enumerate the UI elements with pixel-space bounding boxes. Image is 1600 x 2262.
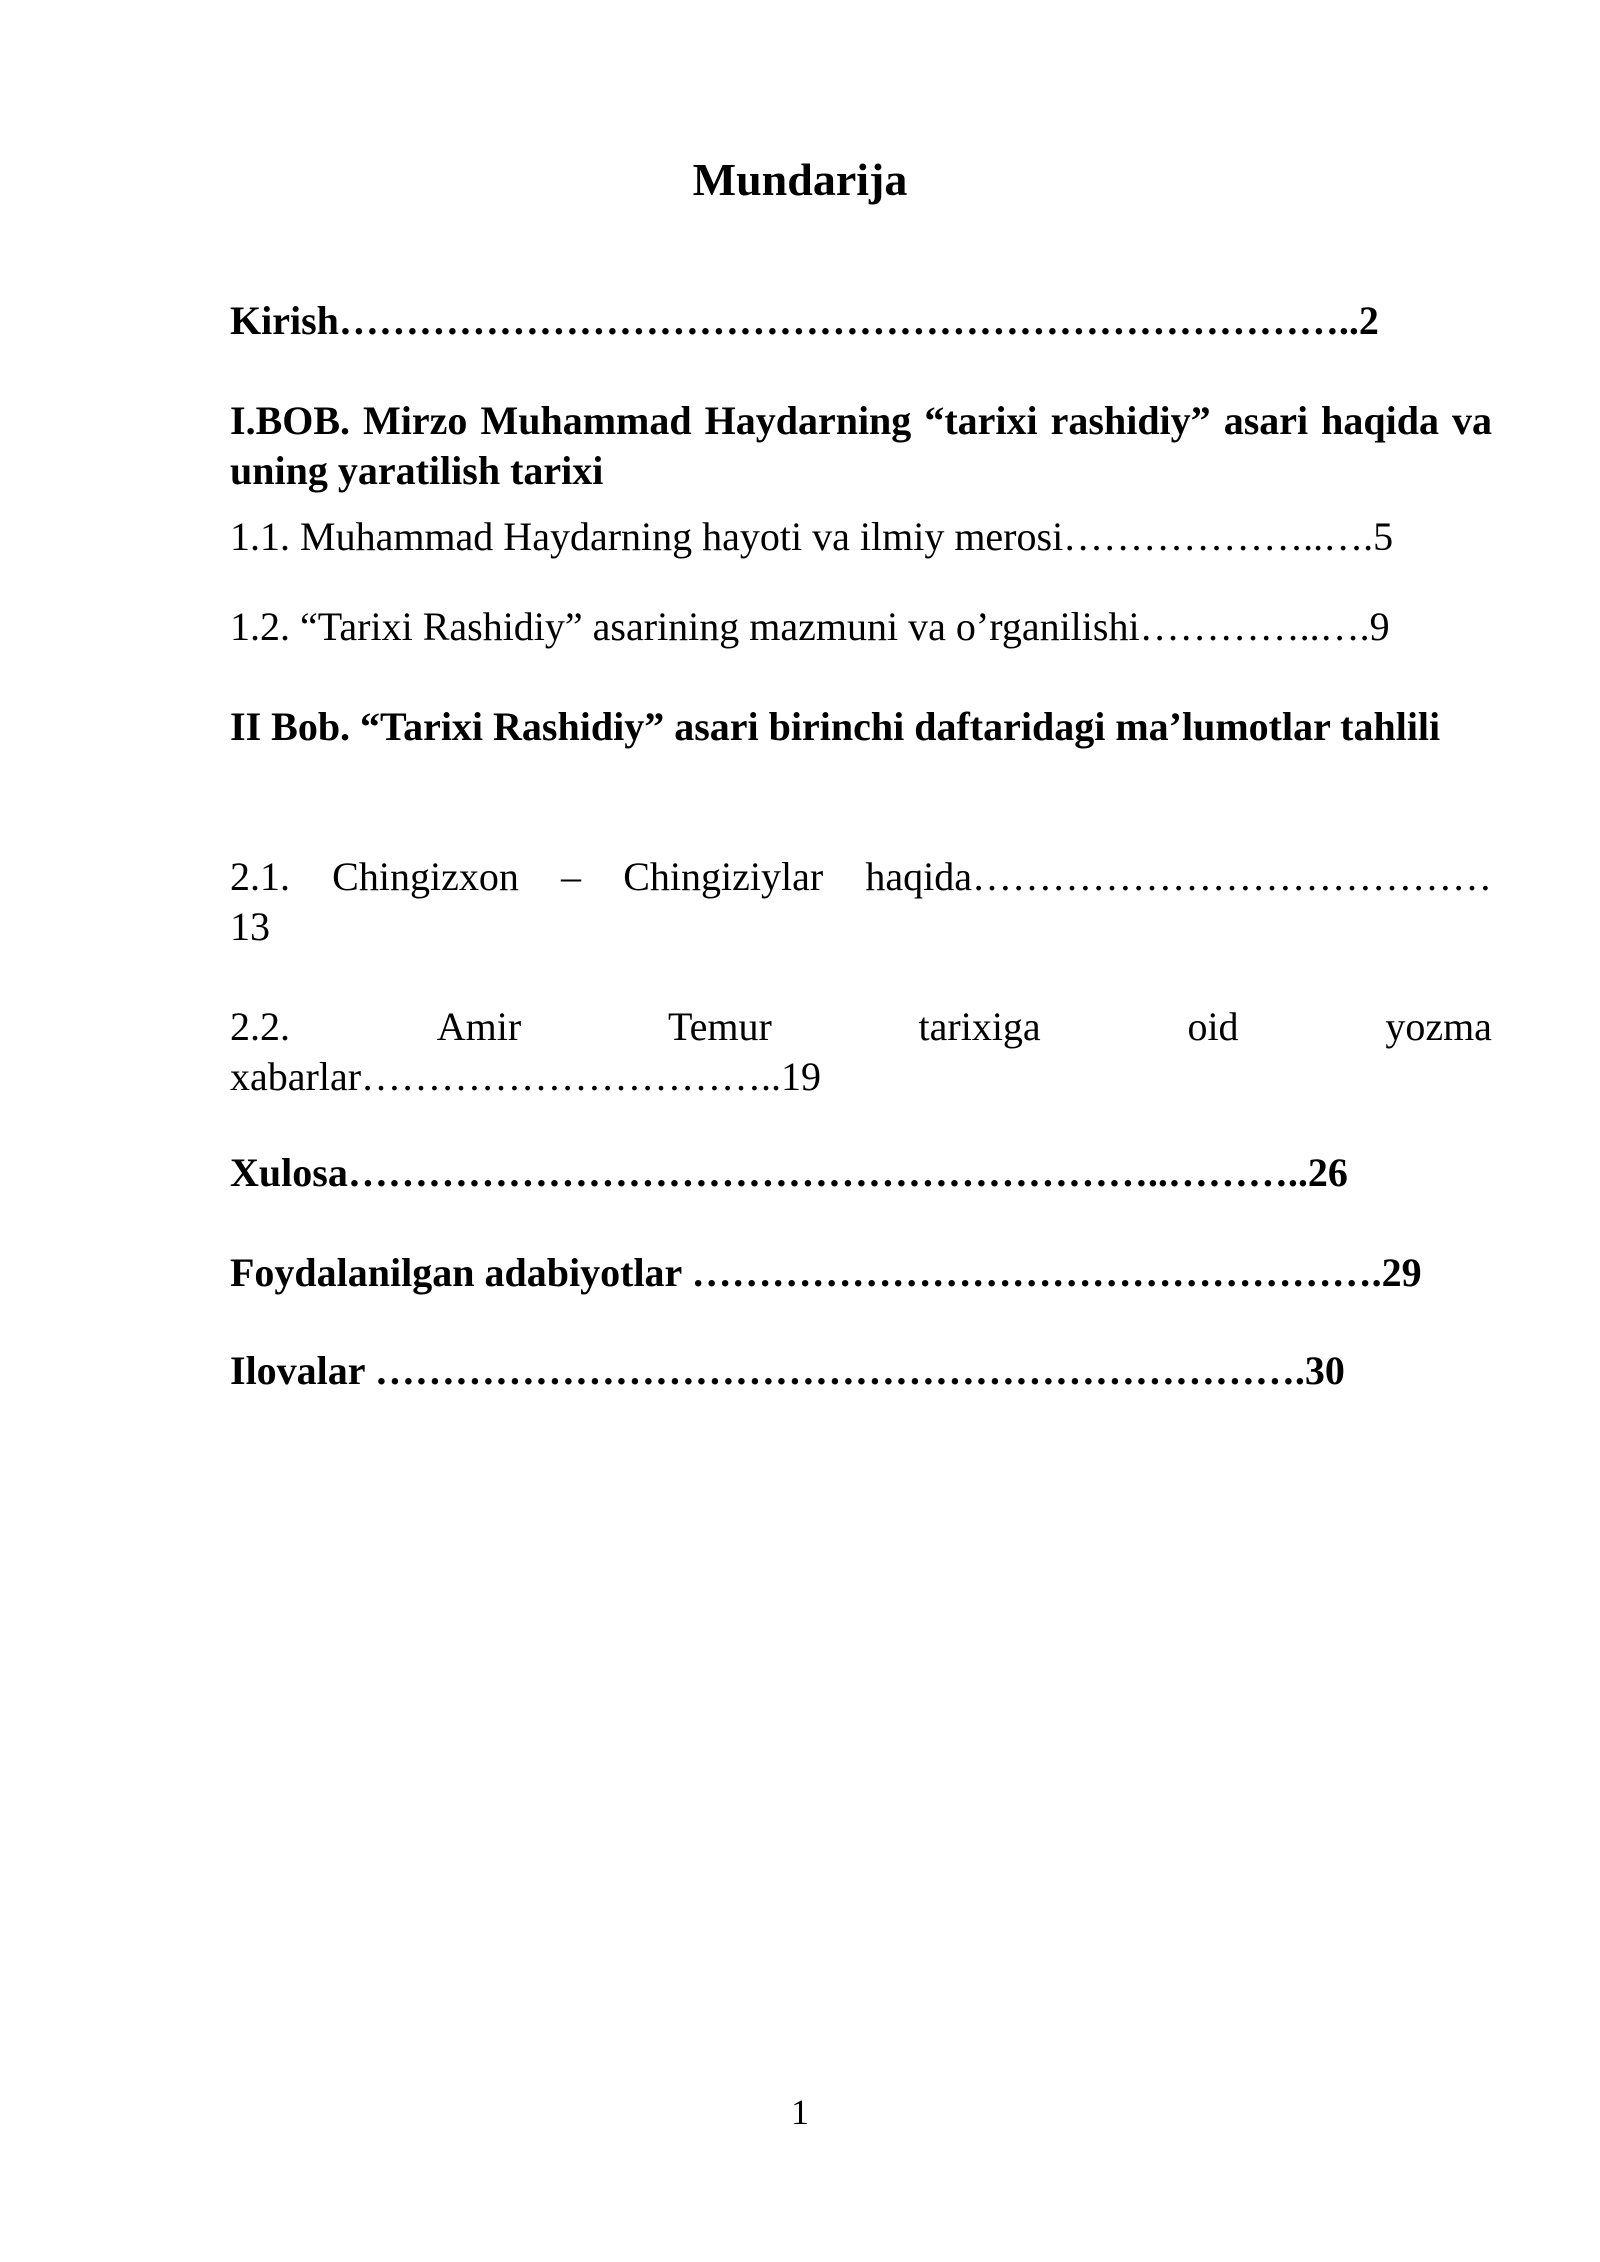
toc-word: Chingizxon <box>332 854 519 899</box>
toc-word: haqida………………………………… <box>865 854 1492 899</box>
page-title: Mundarija <box>692 154 908 205</box>
toc-word: Temur <box>667 1004 772 1049</box>
toc-entry-xulosa: Xulosa……………………………………………………..………..26 <box>230 1150 1348 1195</box>
toc-section-2-1 <box>230 852 1492 952</box>
page-number: 1 <box>791 2092 809 2132</box>
toc-chapter-1-heading: I.BOB. Mirzo Muhammad Haydarning “tarixi rashidiy” asari haqida va uning yaratilish tarixi <box>230 398 1492 493</box>
toc-word: 2.1. <box>230 854 290 899</box>
toc-section-2-1-line-1 <box>230 852 1492 902</box>
toc-entry-adabiyotlar: Foydalanilgan adabiyotlar …………………………………………….29 <box>230 1250 1422 1295</box>
toc-word: – <box>561 854 582 899</box>
toc-word: tarixiga <box>918 1004 1041 1049</box>
toc-word: Chingiziylar <box>623 854 824 899</box>
toc-section-2-2 <box>230 1002 1492 1102</box>
toc-word: 2.2. <box>230 1004 290 1049</box>
toc-section-2-1-line-2: 13 <box>230 904 270 949</box>
toc-section-1-1: 1.1. Muhammad Haydarning hayoti va ilmiy merosi………………..….5 <box>230 514 1394 559</box>
toc-word: Amir <box>436 1004 522 1049</box>
toc-section-1-2: 1.2. “Tarixi Rashidiy” asarining mazmuni va o’rganilishi…………..….9 <box>230 604 1390 649</box>
toc-entry-kirish: Kirish…………………………………………………………………..2 <box>230 298 1379 343</box>
toc-word: oid <box>1187 1004 1239 1049</box>
toc-section-2-2-line-2: xabarlar…………………………..19 <box>230 1054 822 1099</box>
toc-chapter-2-heading: II Bob. “Tarixi Rashidiy” asari birinchi daftaridagi ma’lumotlar tahlili <box>230 704 1441 749</box>
toc-word: yozma <box>1385 1004 1492 1049</box>
toc-entry-ilovalar: Ilovalar …………………………………………………………….30 <box>230 1348 1345 1393</box>
toc-section-2-2-line-1 <box>230 1002 1492 1052</box>
